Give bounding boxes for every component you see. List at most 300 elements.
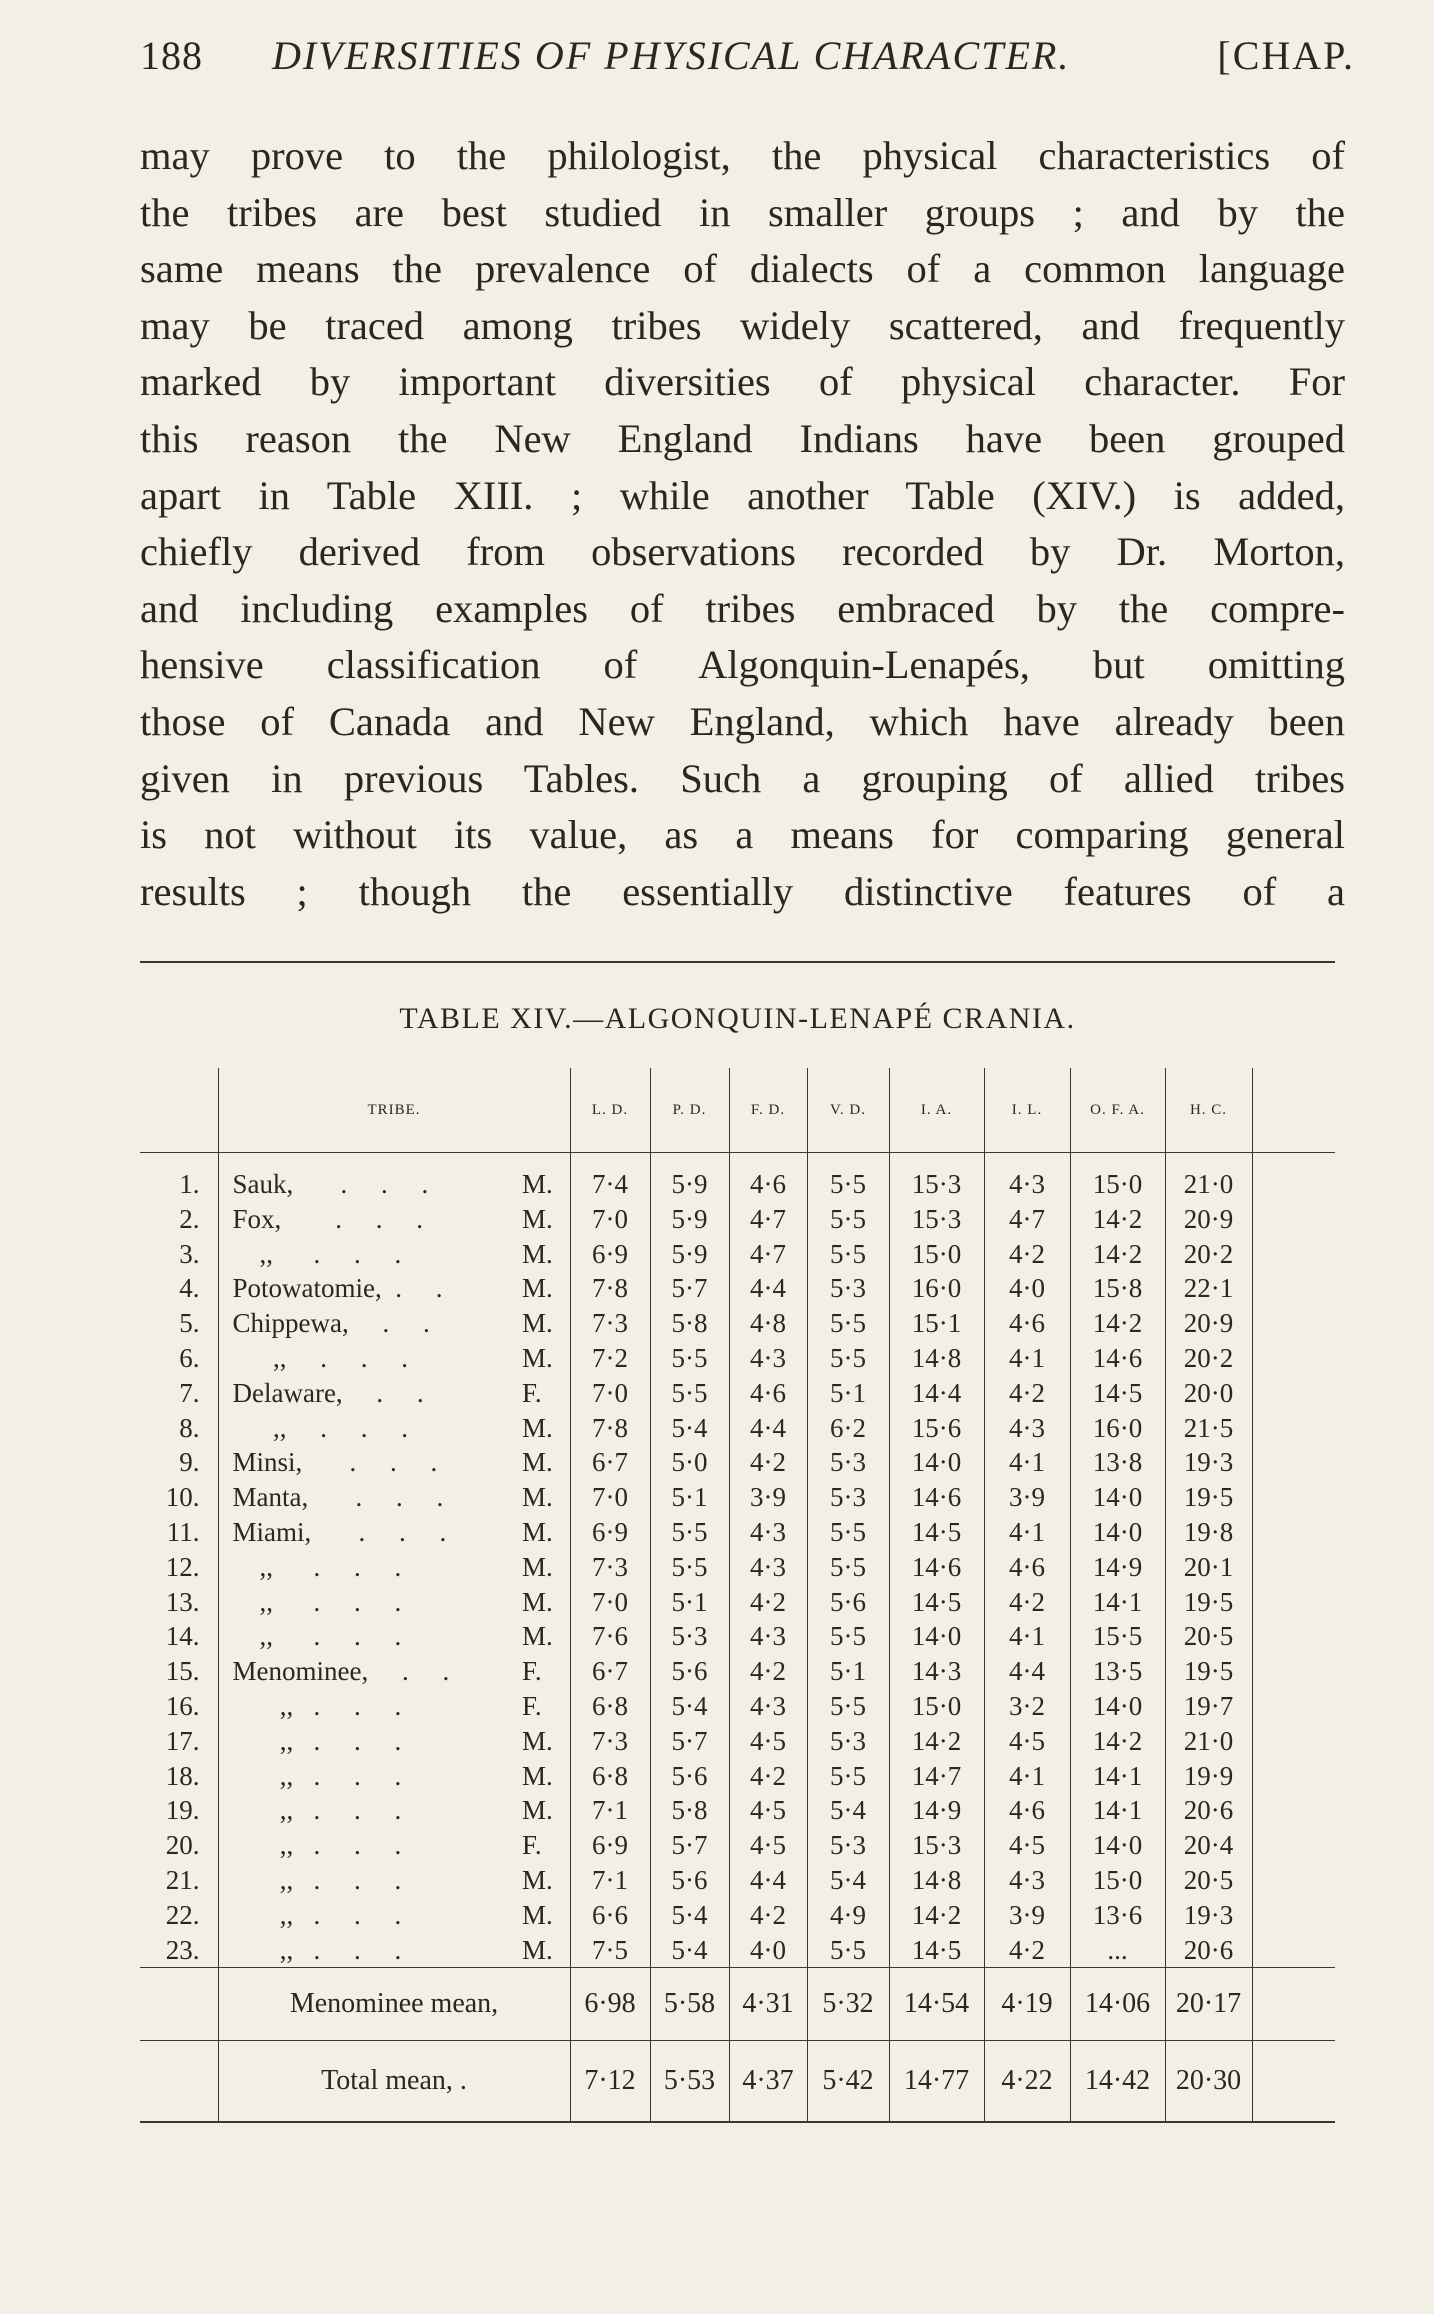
cell-fd: 4·0 (729, 1933, 807, 1968)
table-header-row (140, 1068, 1335, 1153)
cell-vd: 6·2 (807, 1411, 889, 1446)
page-number: 188 (140, 33, 203, 78)
cell-il: 4·2 (984, 1933, 1070, 1968)
cell-vd: 5·5 (807, 1933, 889, 1968)
cell-ld: 7·0 (570, 1376, 650, 1411)
cell-tribe: ,, . . . (218, 1341, 518, 1376)
cell-ofa: 15·5 (1070, 1619, 1165, 1654)
cell-vd: 5·5 (807, 1515, 889, 1550)
cell-vd: 5·1 (807, 1654, 889, 1689)
cell-pd: 5·5 (650, 1550, 729, 1585)
total-vd: 5·42 (807, 2041, 889, 2123)
cell-n: 6. (179, 1342, 200, 1373)
cell-tribe: Menominee, . . (218, 1654, 518, 1689)
cell-vd: 5·6 (807, 1585, 889, 1620)
cell-ofa: 14·2 (1070, 1724, 1165, 1759)
table-row (140, 1480, 1335, 1515)
cell-tribe: ,, . . . (218, 1933, 518, 1968)
cell-n: 8. (179, 1412, 200, 1443)
row-end (1252, 1153, 1335, 1202)
cell-ld: 7·5 (570, 1933, 650, 1968)
cell-fd: 4·3 (729, 1341, 807, 1376)
cell-ia: 15·0 (889, 1237, 984, 1272)
cell-il: 4·6 (984, 1550, 1070, 1585)
cell-fd: 4·6 (729, 1153, 807, 1202)
cell-sex: M. (522, 1412, 553, 1443)
table-row (140, 1793, 1335, 1828)
mean-spacer (140, 1968, 218, 2041)
cell-ofa: 14·0 (1070, 1828, 1165, 1863)
cell-il: 4·1 (984, 1759, 1070, 1794)
cell-fd: 4·5 (729, 1724, 807, 1759)
cell-n: 3. (179, 1238, 200, 1269)
cell-ld: 7·8 (570, 1411, 650, 1446)
cell-ld: 7·2 (570, 1341, 650, 1376)
cell-ia: 16·0 (889, 1271, 984, 1306)
cell-ld: 6·8 (570, 1759, 650, 1794)
cell-pd: 5·7 (650, 1724, 729, 1759)
cell-pd: 5·5 (650, 1515, 729, 1550)
mean-hc: 20·17 (1165, 1968, 1252, 2041)
cell-ld: 7·1 (570, 1793, 650, 1828)
cell-sex: M. (522, 1621, 553, 1652)
cell-sex: M. (522, 1342, 553, 1373)
cell-sex: M. (522, 1308, 553, 1339)
row-end (1252, 1759, 1335, 1794)
cell-pd: 5·4 (650, 1411, 729, 1446)
cell-sex: M. (522, 1586, 553, 1617)
cell-pd: 5·7 (650, 1828, 729, 1863)
text-line: chiefly derived from observations recorded by Dr. Morton, (140, 529, 1345, 575)
table-row-total-mean (140, 2041, 1335, 2123)
cell-n: 5. (179, 1308, 200, 1339)
cell-vd: 5·5 (807, 1153, 889, 1202)
cell-pd: 5·4 (650, 1898, 729, 1933)
cell-fd: 4·2 (729, 1898, 807, 1933)
table-row (140, 1271, 1335, 1306)
cell-pd: 5·1 (650, 1585, 729, 1620)
cell-hc: 20·9 (1165, 1202, 1252, 1237)
cell-fd: 4·4 (729, 1271, 807, 1306)
cell-vd: 5·5 (807, 1619, 889, 1654)
text-line: the tribes are best studied in smaller groups ; and by the (140, 189, 1345, 235)
row-end (1252, 1585, 1335, 1620)
cell-ld: 6·9 (570, 1828, 650, 1863)
cell-sex: M. (522, 1273, 553, 1304)
cell-ia: 14·9 (889, 1793, 984, 1828)
text-line: is not without its value, as a means for comparing general (140, 812, 1345, 858)
row-end (1252, 1306, 1335, 1341)
cell-n: 15. (165, 1656, 200, 1687)
text-line: same means the prevalence of dialects of a common language (140, 246, 1345, 292)
cell-tribe: ,, . . . (218, 1689, 518, 1724)
cell-vd: 5·4 (807, 1793, 889, 1828)
cell-ia: 15·3 (889, 1202, 984, 1237)
cell-fd: 4·3 (729, 1550, 807, 1585)
cell-pd: 5·6 (650, 1654, 729, 1689)
cell-ia: 15·3 (889, 1828, 984, 1863)
cell-hc: 22·1 (1165, 1271, 1252, 1306)
text-line: those of Canada and New England, which have already been (140, 698, 1345, 744)
cell-ld: 7·0 (570, 1202, 650, 1237)
row-end (1252, 1445, 1335, 1480)
cell-ia: 14·5 (889, 1585, 984, 1620)
row-end (1252, 1863, 1335, 1898)
table-row (140, 1306, 1335, 1341)
row-end (1252, 1933, 1335, 1968)
cell-il: 3·9 (984, 1480, 1070, 1515)
cell-ia: 14·8 (889, 1863, 984, 1898)
mean-ofa: 14·06 (1070, 1968, 1165, 2041)
cell-ofa: 14·0 (1070, 1515, 1165, 1550)
cell-hc: 19·3 (1165, 1445, 1252, 1480)
row-end (1252, 1480, 1335, 1515)
cell-hc: 20·5 (1165, 1863, 1252, 1898)
cell-fd: 4·5 (729, 1828, 807, 1863)
cell-il: 4·0 (984, 1271, 1070, 1306)
cell-n: 20. (165, 1830, 200, 1861)
mean-ld: 6·98 (570, 1968, 650, 2041)
cell-il: 4·1 (984, 1619, 1070, 1654)
cell-tribe: ,, . . . (218, 1793, 518, 1828)
cell-il: 4·1 (984, 1341, 1070, 1376)
cell-sex: M. (522, 1795, 553, 1826)
header-number (140, 1068, 218, 1153)
cell-ia: 15·1 (889, 1306, 984, 1341)
cell-ld: 7·3 (570, 1724, 650, 1759)
cell-tribe: Potowatomie, . . (218, 1271, 518, 1306)
cell-tribe: Sauk, . . . (218, 1153, 518, 1202)
cell-hc: 20·0 (1165, 1376, 1252, 1411)
row-end (1252, 1202, 1335, 1237)
cell-n: 13. (165, 1586, 200, 1617)
cell-ia: 14·3 (889, 1654, 984, 1689)
cell-vd: 4·9 (807, 1898, 889, 1933)
mean-il: 4·19 (984, 1968, 1070, 2041)
cell-tribe: ,, . . . (218, 1585, 518, 1620)
cell-ld: 6·8 (570, 1689, 650, 1724)
row-end (1252, 1724, 1335, 1759)
cell-n: 4. (179, 1273, 200, 1304)
cell-fd: 4·2 (729, 1759, 807, 1794)
cell-n: 2. (179, 1203, 200, 1234)
cell-n: 9. (179, 1447, 200, 1478)
cell-tribe: ,, . . . (218, 1724, 518, 1759)
cell-ia: 14·7 (889, 1759, 984, 1794)
cell-hc: 19·9 (1165, 1759, 1252, 1794)
cell-ia: 14·0 (889, 1445, 984, 1480)
table-title: TABLE XIV.—ALGONQUIN-LENAPÉ CRANIA. (399, 1002, 1076, 1035)
cell-il: 4·4 (984, 1654, 1070, 1689)
cell-fd: 4·7 (729, 1237, 807, 1272)
text-line: may prove to the philologist, the physical characteristics of (140, 133, 1345, 178)
cell-ofa: ... (1070, 1933, 1165, 1968)
table-row (140, 1202, 1335, 1237)
cell-pd: 5·8 (650, 1793, 729, 1828)
cell-ofa: 15·8 (1070, 1271, 1165, 1306)
crania-table (140, 1068, 1335, 2123)
cell-n: 7. (179, 1377, 200, 1408)
cell-fd: 4·2 (729, 1445, 807, 1480)
cell-fd: 4·3 (729, 1515, 807, 1550)
cell-ia: 14·5 (889, 1933, 984, 1968)
cell-il: 4·2 (984, 1376, 1070, 1411)
cell-hc: 19·8 (1165, 1515, 1252, 1550)
cell-hc: 20·9 (1165, 1306, 1252, 1341)
cell-vd: 5·5 (807, 1237, 889, 1272)
cell-fd: 3·9 (729, 1480, 807, 1515)
cell-sex: M. (522, 1516, 553, 1547)
cell-tribe: ,, . . . (218, 1619, 518, 1654)
cell-tribe: Chippewa, . . (218, 1306, 518, 1341)
cell-ofa: 16·0 (1070, 1411, 1165, 1446)
table-row (140, 1654, 1335, 1689)
cell-ofa: 14·1 (1070, 1759, 1165, 1794)
cell-ld: 6·9 (570, 1515, 650, 1550)
cell-ofa: 13·5 (1070, 1654, 1165, 1689)
cell-ofa: 14·0 (1070, 1689, 1165, 1724)
cell-hc: 20·6 (1165, 1793, 1252, 1828)
cell-tribe: Delaware, . . (218, 1376, 518, 1411)
cell-vd: 5·3 (807, 1724, 889, 1759)
cell-il: 4·3 (984, 1153, 1070, 1202)
row-end (1252, 1376, 1335, 1411)
header-ia: I. A. (889, 1068, 984, 1153)
cell-vd: 5·5 (807, 1689, 889, 1724)
cell-sex: F. (522, 1690, 542, 1721)
cell-pd: 5·4 (650, 1933, 729, 1968)
cell-ofa: 14·9 (1070, 1550, 1165, 1585)
total-ofa: 14·42 (1070, 2041, 1165, 2123)
cell-tribe: ,, . . . (218, 1898, 518, 1933)
cell-ofa: 15·0 (1070, 1863, 1165, 1898)
cell-pd: 5·5 (650, 1341, 729, 1376)
cell-il: 4·6 (984, 1793, 1070, 1828)
text-line: results ; though the essentially distinctive features of a (140, 868, 1345, 914)
cell-ld: 6·9 (570, 1237, 650, 1272)
cell-ia: 14·0 (889, 1619, 984, 1654)
header-ofa: O. F. A. (1070, 1068, 1165, 1153)
cell-hc: 19·7 (1165, 1689, 1252, 1724)
cell-ofa: 13·8 (1070, 1445, 1165, 1480)
cell-tribe: Miami, . . . (218, 1515, 518, 1550)
cell-n: 12. (165, 1551, 200, 1582)
cell-sex: M. (522, 1899, 553, 1930)
cell-n: 14. (165, 1621, 200, 1652)
cell-vd: 5·1 (807, 1376, 889, 1411)
cell-hc: 20·4 (1165, 1828, 1252, 1863)
mean-vd: 5·32 (807, 1968, 889, 2041)
cell-pd: 5·7 (650, 1271, 729, 1306)
cell-sex: M. (522, 1482, 553, 1513)
cell-il: 4·6 (984, 1306, 1070, 1341)
cell-ia: 14·6 (889, 1480, 984, 1515)
cell-pd: 5·1 (650, 1480, 729, 1515)
cell-pd: 5·0 (650, 1445, 729, 1480)
cell-hc: 20·5 (1165, 1619, 1252, 1654)
cell-hc: 19·5 (1165, 1654, 1252, 1689)
body-paragraph (140, 128, 1345, 920)
cell-vd: 5·3 (807, 1271, 889, 1306)
cell-ia: 14·6 (889, 1550, 984, 1585)
cell-n: 16. (165, 1690, 200, 1721)
running-title: DIVERSITIES OF PHYSICAL CHARACTER. (272, 33, 1071, 78)
cell-ld: 7·4 (570, 1153, 650, 1202)
cell-ld: 7·1 (570, 1863, 650, 1898)
cell-ld: 6·7 (570, 1654, 650, 1689)
cell-ld: 6·7 (570, 1445, 650, 1480)
total-il: 4·22 (984, 2041, 1070, 2123)
total-ld: 7·12 (570, 2041, 650, 2123)
cell-fd: 4·5 (729, 1793, 807, 1828)
cell-sex: M. (522, 1238, 553, 1269)
total-end (1252, 2041, 1335, 2123)
cell-fd: 4·3 (729, 1619, 807, 1654)
cell-hc: 20·6 (1165, 1933, 1252, 1968)
table-row (140, 1863, 1335, 1898)
table-row (140, 1759, 1335, 1794)
row-end (1252, 1828, 1335, 1863)
cell-hc: 21·0 (1165, 1724, 1252, 1759)
cell-hc: 19·5 (1165, 1480, 1252, 1515)
cell-vd: 5·5 (807, 1341, 889, 1376)
cell-fd: 4·2 (729, 1654, 807, 1689)
header-spacer (1252, 1068, 1335, 1153)
cell-sex: M. (522, 1551, 553, 1582)
cell-n: 22. (165, 1899, 200, 1930)
cell-tribe: Fox, . . . (218, 1202, 518, 1237)
mean-fd: 4·31 (729, 1968, 807, 2041)
cell-fd: 4·4 (729, 1411, 807, 1446)
cell-ia: 15·6 (889, 1411, 984, 1446)
cell-tribe: ,, . . . (218, 1863, 518, 1898)
cell-vd: 5·5 (807, 1550, 889, 1585)
table-row (140, 1237, 1335, 1272)
cell-ofa: 14·2 (1070, 1306, 1165, 1341)
cell-ofa: 14·1 (1070, 1585, 1165, 1620)
row-end (1252, 1619, 1335, 1654)
cell-sex: M. (522, 1725, 553, 1756)
header-fd: F. D. (729, 1068, 807, 1153)
cell-hc: 21·0 (1165, 1153, 1252, 1202)
cell-il: 4·3 (984, 1863, 1070, 1898)
cell-sex: M. (522, 1169, 553, 1199)
table-row (140, 1585, 1335, 1620)
cell-pd: 5·3 (650, 1619, 729, 1654)
cell-vd: 5·5 (807, 1306, 889, 1341)
table-row (140, 1445, 1335, 1480)
row-end (1252, 1654, 1335, 1689)
text-line: this reason the New England Indians have been grouped (140, 415, 1345, 461)
row-end (1252, 1341, 1335, 1376)
cell-vd: 5·3 (807, 1480, 889, 1515)
text-line: and including examples of tribes embraced by the compre- (140, 585, 1345, 631)
text-line: may be traced among tribes widely scattered, and frequently (140, 302, 1345, 348)
cell-fd: 4·2 (729, 1585, 807, 1620)
cell-ofa: 14·0 (1070, 1480, 1165, 1515)
header-vd: V. D. (807, 1068, 889, 1153)
cell-il: 4·7 (984, 1202, 1070, 1237)
table-row (140, 1153, 1335, 1202)
cell-sex: M. (522, 1447, 553, 1478)
cell-il: 4·5 (984, 1724, 1070, 1759)
cell-pd: 5·5 (650, 1376, 729, 1411)
total-spacer (140, 2041, 218, 2123)
cell-ld: 6·6 (570, 1898, 650, 1933)
cell-hc: 19·5 (1165, 1585, 1252, 1620)
cell-il: 4·3 (984, 1411, 1070, 1446)
cell-vd: 5·3 (807, 1445, 889, 1480)
table-row (140, 1619, 1335, 1654)
cell-pd: 5·6 (650, 1759, 729, 1794)
cell-vd: 5·3 (807, 1828, 889, 1863)
row-end (1252, 1793, 1335, 1828)
table-row (140, 1376, 1335, 1411)
cell-n: 17. (165, 1725, 200, 1756)
cell-sex: M. (522, 1203, 553, 1234)
table-row (140, 1411, 1335, 1446)
row-end (1252, 1689, 1335, 1724)
cell-pd: 5·6 (650, 1863, 729, 1898)
cell-vd: 5·5 (807, 1202, 889, 1237)
cell-ofa: 14·5 (1070, 1376, 1165, 1411)
total-ia: 14·77 (889, 2041, 984, 2123)
cell-n: 21. (165, 1864, 200, 1895)
cell-pd: 5·9 (650, 1237, 729, 1272)
cell-pd: 5·9 (650, 1153, 729, 1202)
row-end (1252, 1411, 1335, 1446)
cell-ofa: 15·0 (1070, 1153, 1165, 1202)
table-row (140, 1898, 1335, 1933)
table-row (140, 1828, 1335, 1863)
total-hc: 20·30 (1165, 2041, 1252, 2123)
table-row (140, 1724, 1335, 1759)
header-pd: P. D. (650, 1068, 729, 1153)
mean-end (1252, 1968, 1335, 2041)
cell-fd: 4·8 (729, 1306, 807, 1341)
cell-ld: 7·0 (570, 1585, 650, 1620)
header-tribe: TRIBE. (218, 1068, 570, 1153)
total-pd: 5·53 (650, 2041, 729, 2123)
row-end (1252, 1271, 1335, 1306)
cell-ofa: 14·2 (1070, 1202, 1165, 1237)
cell-fd: 4·3 (729, 1689, 807, 1724)
cell-pd: 5·8 (650, 1306, 729, 1341)
cell-vd: 5·5 (807, 1759, 889, 1794)
row-end (1252, 1515, 1335, 1550)
text-line: marked by important diversities of physical character. For (140, 359, 1345, 405)
cell-ofa: 14·2 (1070, 1237, 1165, 1272)
cell-pd: 5·4 (650, 1689, 729, 1724)
text-line: hensive classification of Algonquin-Lenapés, but omitting (140, 642, 1345, 688)
cell-n: 19. (165, 1795, 200, 1826)
cell-ia: 14·5 (889, 1515, 984, 1550)
cell-ld: 7·6 (570, 1619, 650, 1654)
table-row (140, 1933, 1335, 1968)
cell-n: 23. (165, 1934, 200, 1965)
row-end (1252, 1898, 1335, 1933)
table-row (140, 1515, 1335, 1550)
cell-ld: 7·8 (570, 1271, 650, 1306)
cell-il: 3·2 (984, 1689, 1070, 1724)
cell-hc: 21·5 (1165, 1411, 1252, 1446)
mean-ia: 14·54 (889, 1968, 984, 2041)
running-header (140, 32, 1355, 92)
text-line: given in previous Tables. Such a grouping of allied tribes (140, 755, 1345, 801)
chapter-mark: [CHAP. (1217, 33, 1355, 78)
cell-ofa: 14·6 (1070, 1341, 1165, 1376)
row-end (1252, 1550, 1335, 1585)
